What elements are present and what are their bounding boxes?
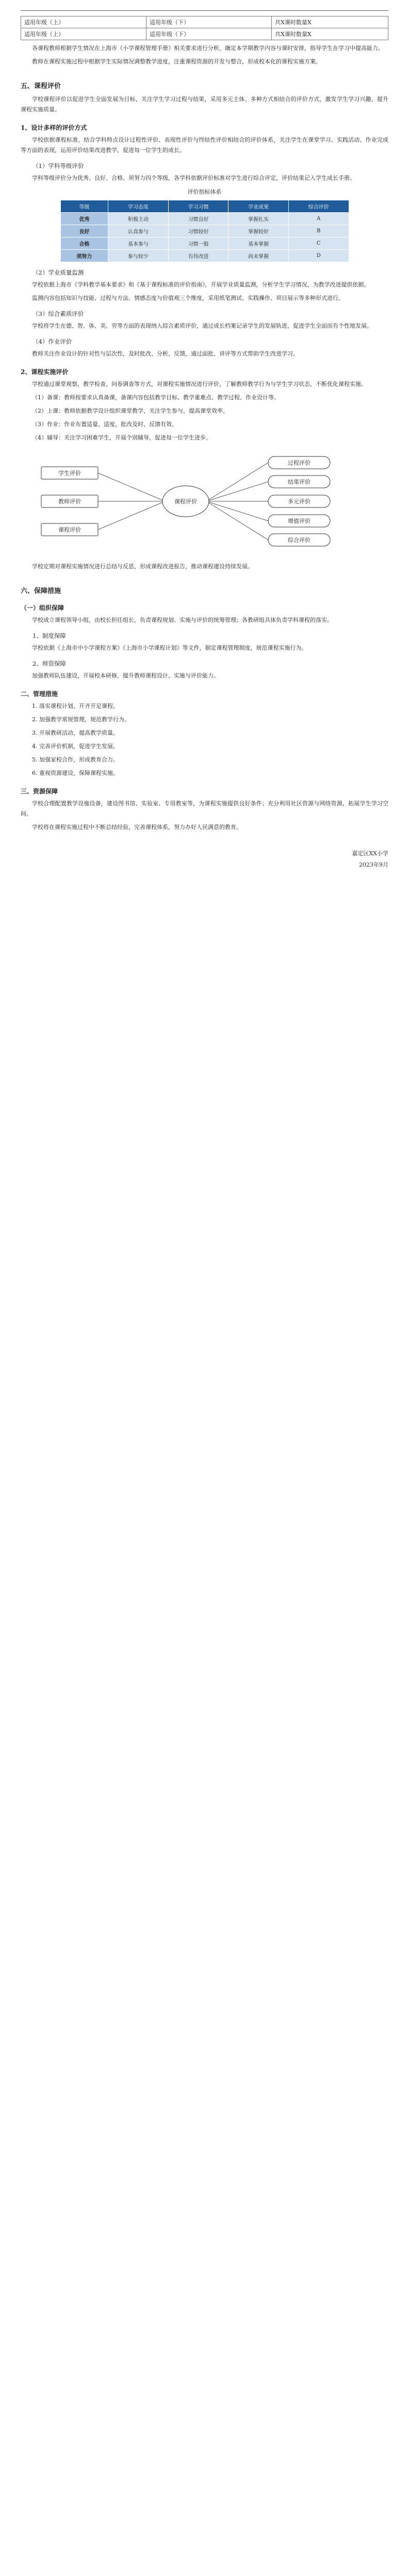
- subsection-title: 2、课程实施评价: [21, 368, 69, 376]
- table-cell: 掌握扎实: [228, 213, 289, 225]
- signature-date: 2023年9月: [359, 861, 388, 868]
- header-cell: 共X课时数量X: [272, 28, 388, 40]
- list-item: 5. 加强家校合作，形成教育合力。: [32, 756, 119, 763]
- section-title: 五、课程评价: [21, 82, 61, 90]
- subsection-title: 二、管理措施: [21, 690, 58, 698]
- header-cell: 适用年级（上）: [21, 16, 146, 28]
- connector-line: [206, 463, 268, 501]
- section-paragraph: 学校依据课程标准，结合学科特点设计过程性评价、表现性评价与终结性评价相结合的评价体系，关注学生在课堂学习、实践活动、作业完成等方面的表现，运用评价结果改进教学，促进每一位学生的成长。: [21, 137, 388, 154]
- header-cell: 共X课时数量X: [272, 16, 388, 28]
- table-cell: 尚未掌握: [228, 250, 289, 262]
- section-paragraph: 教师关注作业设计的针对性与层次性，及时批改、分析、反馈，通过面批、讲评等方式帮助学生改进学习。: [32, 350, 299, 357]
- section-paragraph: 加强教师队伍建设，开展校本研修，提升教师课程设计、实施与评价能力。: [32, 672, 219, 679]
- section-paragraph: 学校将学生在德、智、体、美、劳等方面的表现纳入综合素质评价，通过成长档案记录学生的发展轨迹，促进学生全面而有个性地发展。: [32, 323, 372, 329]
- diagram-center-label: 课程评价: [174, 498, 197, 505]
- table-cell: 基本参与: [108, 238, 169, 250]
- list-item: 4. 完善评价机制，促进学生发展。: [32, 743, 119, 750]
- subsection-title: （一）组织保障: [21, 604, 64, 612]
- subsection-title: 1、设计多样的评价方式: [21, 124, 87, 131]
- diagram-label: 学生评价: [58, 470, 81, 477]
- signature-block: [21, 848, 388, 871]
- header-cell: 适用年级（上）: [21, 28, 146, 40]
- table-cell: 掌握较好: [228, 225, 289, 238]
- connector-line: [206, 501, 268, 540]
- list-item: （4）辅导：关注学习困难学生，开展个别辅导，促进每一位学生进步。: [32, 434, 211, 441]
- section-paragraph: 学校将在课程实施过程中不断总结经验，完善课程体系，努力办好人民满意的教育。: [32, 824, 242, 831]
- section-paragraph: 学校课程评价以促进学生全面发展为目标，关注学生学习过程与结果，采用多元主体、多种方式相结合的评价方式，激发学生学习兴趣，提升课程实施质量。: [21, 96, 388, 113]
- section-paragraph: 学校成立课程领导小组，由校长担任组长，负责课程规划、实施与评价的统筹管理；各教研组具体负责学科课程的落实。: [32, 617, 333, 623]
- top-rule: [21, 10, 388, 11]
- section-paragraph: 学科等级评价分为优秀、良好、合格、须努力四个等级，各学科依据评价标准对学生进行综合评定，评价结果记入学生成长手册。: [32, 175, 355, 181]
- connector-line: [98, 473, 165, 501]
- section-paragraph: 学校合理配置教学设施设备，建设图书馆、实验室、专用教室等，为课程实施提供良好条件；充分利用社区资源与网络资源，拓展学生学习空间。: [21, 800, 388, 817]
- table-cell: 习惯较好: [168, 225, 228, 238]
- section-paragraph: 监测内容包括知识与技能、过程与方法、情感态度与价值观三个维度，采用纸笔测试、实践操作、项目展示等多种形式进行。: [32, 295, 344, 301]
- table-cell: C: [288, 238, 349, 250]
- list-item: 6. 重视资源建设，保障课程实施。: [32, 770, 119, 776]
- subsection-title: 1、制度保障: [32, 632, 66, 639]
- connector-line: [98, 501, 165, 530]
- list-item: （1）备课：教师按要求认真备课，备课内容包括教学目标、教学重难点、教学过程、作业设计等。: [32, 394, 280, 401]
- table-cell: 合格: [60, 238, 108, 250]
- table-header: 学习态度: [108, 200, 169, 213]
- diagram-label: 结果评价: [288, 479, 310, 485]
- table-cell: 习惯一般: [168, 238, 228, 250]
- table-cell: 良好: [60, 225, 108, 238]
- table-cell: 有待改进: [168, 250, 228, 262]
- section-paragraph: 学校依据《上海市中小学课程方案》《上海市小学课程计划》等文件，制定课程管理制度，规范课程实施行为。: [32, 645, 307, 651]
- section-title: 六、保障措施: [21, 587, 61, 595]
- intro-paragraph: 各课程教师根据学生情况在上海市《小学课程管理手册》相关要求进行分析，确定本学期教学内容与课时安排，指导学生在学习中提高能力。: [32, 45, 384, 52]
- evaluation-diagram: [21, 452, 351, 550]
- subsection-title: （2）学业质量监测: [32, 269, 84, 276]
- document-page: [21, 10, 388, 871]
- section-paragraph: 学校定期对课程实施情况进行总结与反思，形成课程改进报告，推动课程建设持续发展。: [32, 563, 253, 570]
- header-table: [21, 16, 388, 40]
- table-caption: 评价指标体系: [187, 189, 222, 195]
- subsection-title: 2、师资保障: [32, 660, 66, 667]
- diagram-label: 多元评价: [288, 498, 310, 505]
- section-paragraph: 学校依据上海市《学科教学基本要求》和《基于课程标准的评价指南》，开展学业质量监测，分析学生学习情况，为教学改进提供依据。: [32, 281, 370, 288]
- table-cell: 优秀: [60, 213, 108, 225]
- evaluation-table: [60, 200, 349, 262]
- diagram-label: 课程评价: [58, 527, 81, 533]
- table-cell: 认真参与: [108, 225, 169, 238]
- diagram-label: 增值评价: [288, 518, 310, 524]
- table-cell: 须努力: [60, 250, 108, 262]
- table-header: 等级: [60, 200, 108, 213]
- table-cell: D: [288, 250, 349, 262]
- table-header: 学业成果: [228, 200, 289, 213]
- table-row: [60, 238, 349, 250]
- table-cell: 基本掌握: [228, 238, 289, 250]
- table-cell: 积极主动: [108, 213, 169, 225]
- list-item: 3. 开展教研活动，提高教学质量。: [32, 730, 119, 736]
- diagram-label: 过程评价: [288, 460, 310, 466]
- diagram-label: 教师评价: [58, 498, 81, 505]
- table-header: 综合评价: [288, 200, 349, 213]
- table-row: [60, 250, 349, 262]
- connector-line: [206, 501, 268, 521]
- subsection-title: 三、资源保障: [21, 788, 58, 795]
- connector-line: [206, 482, 268, 501]
- subsection-title: （1）学科等级评价: [32, 162, 84, 170]
- table-row: [60, 225, 349, 238]
- list-item: （3）作业：作业布置适量、适度，批改及时，反馈有效。: [32, 421, 177, 428]
- section-paragraph: 学校通过课堂观察、教学检查、问卷调查等方式，对课程实施情况进行评价，了解教师教学行为与学生学习状态，不断优化课程实施。: [32, 381, 367, 387]
- subsection-title: （4）作业评价: [32, 338, 72, 345]
- intro-paragraph: 教师在课程实施过程中根据学生实际情况调整教学进度，注重课程资源的开发与整合，形成校本化的课程实施方案。: [32, 58, 321, 65]
- table-cell: 习惯良好: [168, 213, 228, 225]
- diagram-label: 综合评价: [288, 537, 310, 544]
- table-row: [60, 213, 349, 225]
- signature-school: 嘉定区XX小学: [352, 850, 388, 857]
- table-cell: 参与较少: [108, 250, 169, 262]
- header-cell: 适用年级（下）: [146, 28, 272, 40]
- subsection-title: （3）综合素质评价: [32, 310, 84, 317]
- table-cell: A: [288, 213, 349, 225]
- table-header: 学习习惯: [168, 200, 228, 213]
- list-item: 2. 加强教学常规管理，规范教学行为。: [32, 716, 130, 723]
- list-item: （2）上课：教师依据教学设计组织课堂教学，关注学生参与，提高课堂效率。: [32, 408, 228, 414]
- header-cell: 适用年级（下）: [146, 16, 272, 28]
- list-item: 1. 落实课程计划，开齐开足课程。: [32, 703, 119, 709]
- table-cell: B: [288, 225, 349, 238]
